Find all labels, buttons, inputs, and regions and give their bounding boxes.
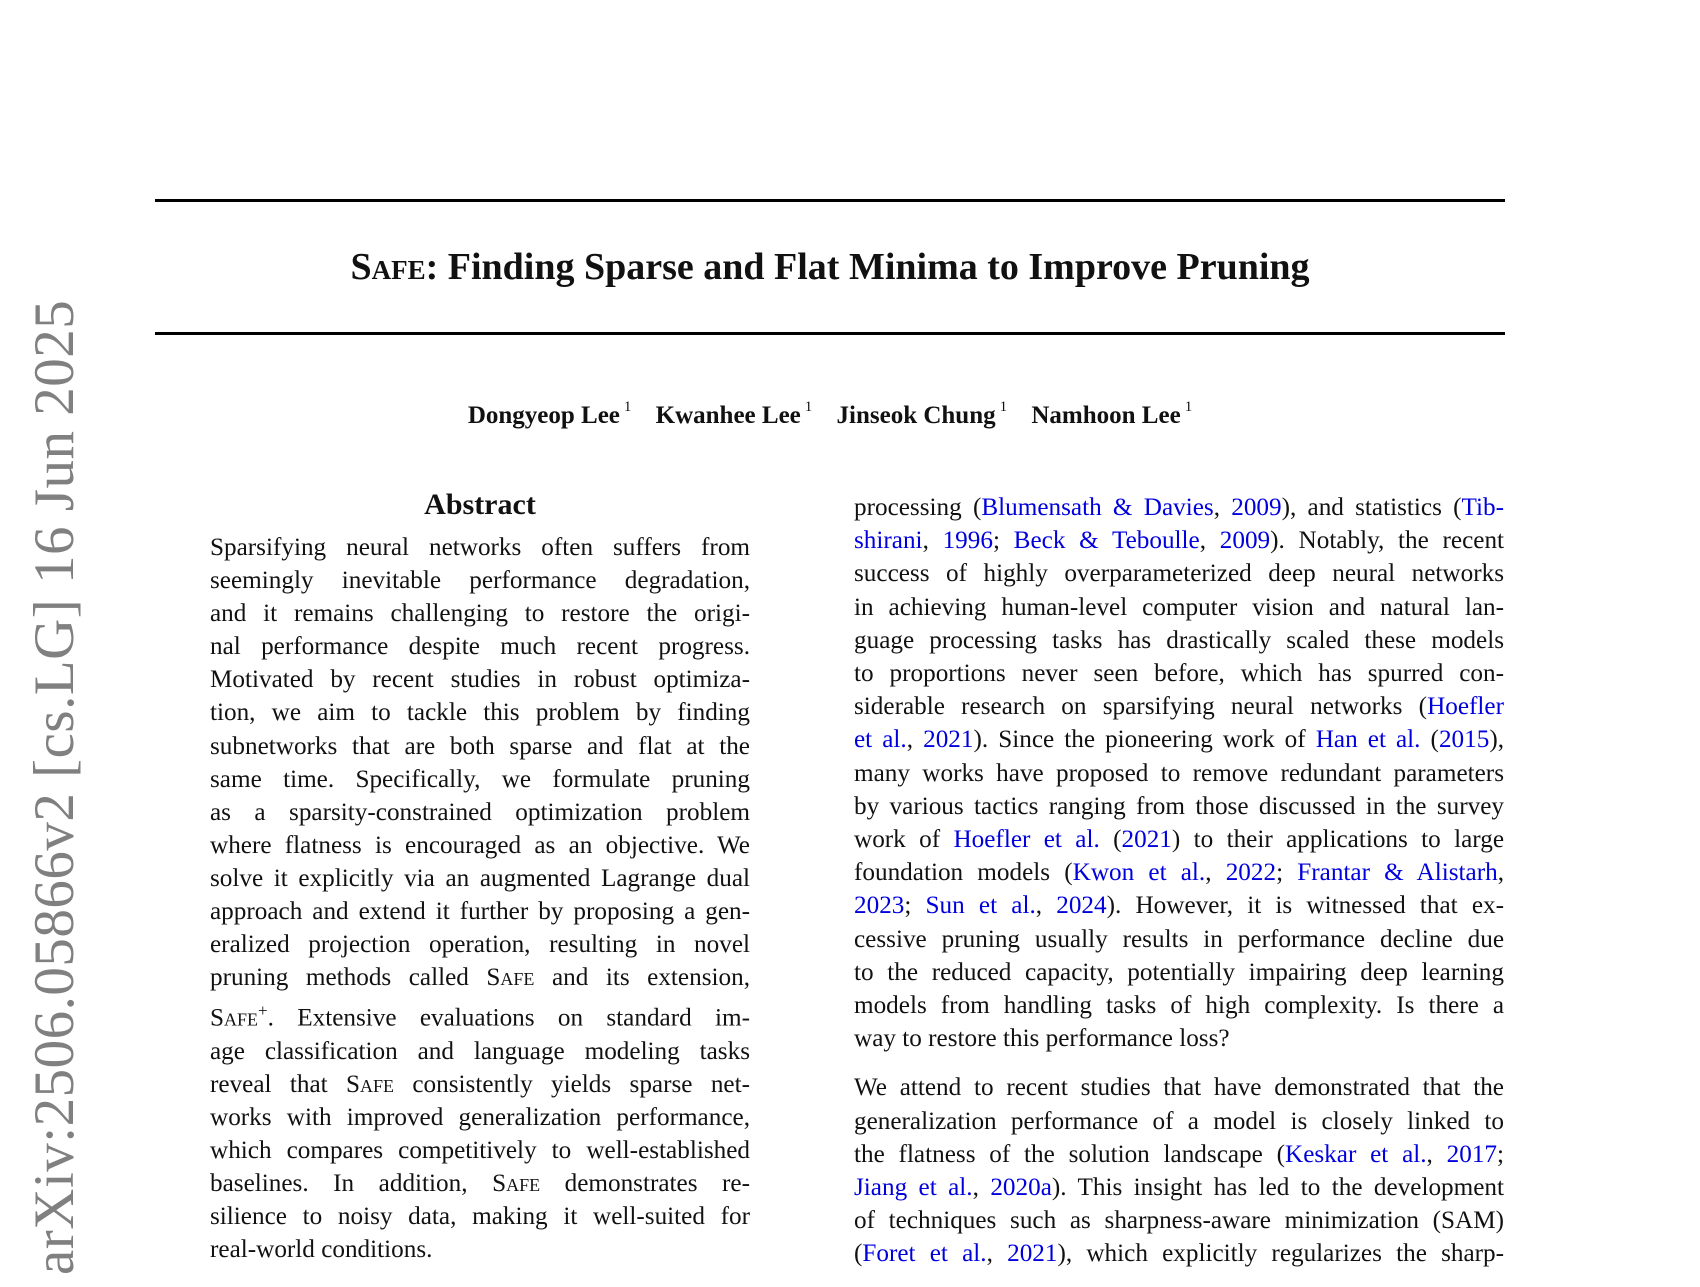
author-list <box>155 391 1505 432</box>
abstract-line: silience to noisy data, making it well-suited for <box>210 1203 750 1231</box>
title-bottom-rule <box>155 332 1505 335</box>
text-line: shirani, 1996; Beck & Teboulle, 2009). Notably, the recent <box>854 527 1505 555</box>
abstract-heading: Abstract <box>424 488 536 521</box>
text-line: cessive pruning usually results in performance decline due <box>854 925 1504 953</box>
citation-link[interactable]: 2020a <box>990 1174 1052 1202</box>
intro-paragraph-1 <box>854 491 1504 1055</box>
citation-link[interactable]: 2024 <box>1056 892 1107 920</box>
text-line: to the reduced capacity, potentially impairing deep learning <box>854 958 1504 986</box>
citation-link[interactable]: Tib- <box>1461 494 1504 521</box>
title-top-rule <box>155 199 1505 202</box>
text-line: Jiang et al., 2020a). This insight has led to the development <box>854 1174 1505 1202</box>
arxiv-identifier-stamp: arXiv:2506.05866v2 [cs.LG] 16 Jun 2025 <box>23 299 86 1275</box>
author <box>655 399 813 429</box>
method-name: Safe <box>345 1070 394 1098</box>
affiliation-mark: 1 <box>623 399 632 415</box>
method-name: Safe <box>492 1170 541 1198</box>
citation-link[interactable]: Jiang et al. <box>854 1174 973 1202</box>
citation-link[interactable]: Hoefler et al. <box>953 826 1100 854</box>
citation-link[interactable]: 2022 <box>1225 859 1277 887</box>
citation-link[interactable]: 2017 <box>1446 1140 1497 1168</box>
citation-link[interactable]: 2021 <box>1007 1240 1058 1268</box>
affiliation-mark: 1 <box>999 399 1008 415</box>
abstract-line: eralized projection operation, resulting in novel <box>210 931 750 959</box>
text-line: siderable research on sparsifying neural networks (Hoefler <box>854 693 1504 721</box>
method-name: Safe <box>210 1004 259 1032</box>
citation-link[interactable]: 2015 <box>1438 726 1490 754</box>
abstract-line: nal performance despite much recent progress. <box>210 633 750 661</box>
abstract-line: as a sparsity-constrained optimization problem <box>210 798 750 826</box>
text-line: foundation models (Kwon et al., 2022; Frantar & Alistarh, <box>854 859 1505 887</box>
author <box>1031 399 1193 429</box>
citation-link[interactable]: 2009 <box>1231 494 1282 521</box>
text-line: way to restore this performance loss? <box>854 1025 1230 1053</box>
author-name: Jinseok Chung <box>836 402 996 429</box>
citation-link[interactable]: 2021 <box>923 726 974 754</box>
citation-link[interactable]: 1996 <box>942 527 993 555</box>
abstract-line: Motivated by recent studies in robust optimiza- <box>210 666 750 694</box>
citation-link[interactable]: Beck & Teboulle <box>1013 527 1200 555</box>
text-line: guage processing tasks has drastically scaled these models <box>854 626 1504 654</box>
text-line: by various tactics ranging from those discussed in the survey <box>854 792 1504 820</box>
text-line: We attend to recent studies that have demonstrated that the <box>854 1074 1504 1102</box>
text-line: models from handling tasks of high complexity. Is there a <box>854 992 1504 1020</box>
abstract-line: real-world conditions. <box>210 1236 433 1264</box>
citation-link[interactable]: Keskar et al. <box>1285 1140 1427 1168</box>
paper-title <box>155 243 1505 291</box>
affiliation-mark: 1 <box>1184 399 1193 415</box>
citation-link[interactable]: 2021 <box>1121 826 1172 854</box>
citation-link[interactable]: Foret et al. <box>862 1240 987 1268</box>
citation-link[interactable]: Sun et al. <box>925 892 1036 920</box>
abstract-line: same time. Specifically, we formulate pruning <box>210 765 750 793</box>
abstract-line: approach and extend it further by proposing a gen- <box>210 898 750 926</box>
intro-paragraph-2 <box>854 1071 1504 1270</box>
abstract-line: subnetworks that are both sparse and flat at the <box>210 732 750 760</box>
author <box>836 399 1008 429</box>
introduction-column <box>854 491 1504 1287</box>
abstract-line: pruning methods called Safe and its extension, <box>210 964 750 992</box>
citation-link[interactable]: et al. <box>854 726 907 754</box>
abstract-line: solve it explicitly via an augmented Lagrange dual <box>210 864 750 892</box>
affiliation-mark: 1 <box>804 399 813 415</box>
text-line: of techniques such as sharpness-aware minimization (SAM) <box>854 1207 1504 1235</box>
abstract-line: and it remains challenging to restore the origi- <box>210 600 750 628</box>
abstract-line: which compares competitively to well-established <box>210 1137 750 1165</box>
abstract-line: works with improved generalization performance, <box>210 1103 750 1131</box>
abstract-section <box>210 485 750 1266</box>
abstract-body <box>210 531 750 1266</box>
abstract-line: reveal that Safe consistently yields sparse net- <box>210 1070 750 1098</box>
abstract-line: Sparsifying neural networks often suffers from <box>210 534 750 561</box>
text-line: in achieving human-level computer vision and natural lan- <box>854 593 1504 621</box>
text-line: generalization performance of a model is closely linked to <box>854 1107 1504 1135</box>
title-text: : Finding Sparse and Flat Minima to Improve Pruning <box>425 246 1310 288</box>
citation-link[interactable]: 2023 <box>854 892 905 920</box>
text-line: to proportions never seen before, which has spurred con- <box>854 660 1504 688</box>
abstract-line: where flatness is encouraged as an objective. We <box>210 831 750 859</box>
abstract-line: baselines. In addition, Safe demonstrates re- <box>210 1170 751 1198</box>
text-line: work of Hoefler et al. (2021) to their applications to large <box>854 826 1504 854</box>
author <box>467 399 632 429</box>
text-line: et al., 2021). Since the pioneering work of Han et al. (2015), <box>854 726 1504 754</box>
citation-link[interactable]: Han et al. <box>1315 726 1421 754</box>
citation-link[interactable]: Frantar & Alistarh <box>1297 859 1498 887</box>
text-line: (Foret et al., 2021), which explicitly regularizes the sharp- <box>854 1240 1505 1268</box>
abstract-line: seemingly inevitable performance degradation, <box>210 567 750 595</box>
citation-link[interactable]: 2009 <box>1219 527 1271 555</box>
citation-link[interactable]: Blumensath & Davies <box>981 494 1214 521</box>
abstract-line: Safe+. Extensive evaluations on standard im- <box>210 1001 750 1032</box>
text-line: many works have proposed to remove redundant parameters <box>854 759 1504 787</box>
author-name: Namhoon Lee <box>1031 402 1181 429</box>
citation-link[interactable]: shirani <box>854 527 923 555</box>
text-line: processing (Blumensath & Davies, 2009), and statistics (Tib- <box>854 494 1504 521</box>
author-name: Kwanhee Lee <box>655 402 801 429</box>
abstract-line: age classification and language modeling tasks <box>210 1037 750 1065</box>
citation-link[interactable]: Kwon et al. <box>1072 859 1206 887</box>
author-name: Dongyeop Lee <box>467 402 620 429</box>
abstract-line: tion, we aim to tackle this problem by finding <box>210 699 750 727</box>
text-line: 2023; Sun et al., 2024). However, it is witnessed that ex- <box>854 892 1504 920</box>
method-name: Safe <box>486 964 535 992</box>
method-name: Safe <box>350 246 426 288</box>
citation-link[interactable]: Hoefler <box>1427 693 1504 721</box>
text-line: success of highly overparameterized deep neural networks <box>854 560 1504 588</box>
text-line: the flatness of the solution landscape (Keskar et al., 2017; <box>854 1140 1504 1168</box>
